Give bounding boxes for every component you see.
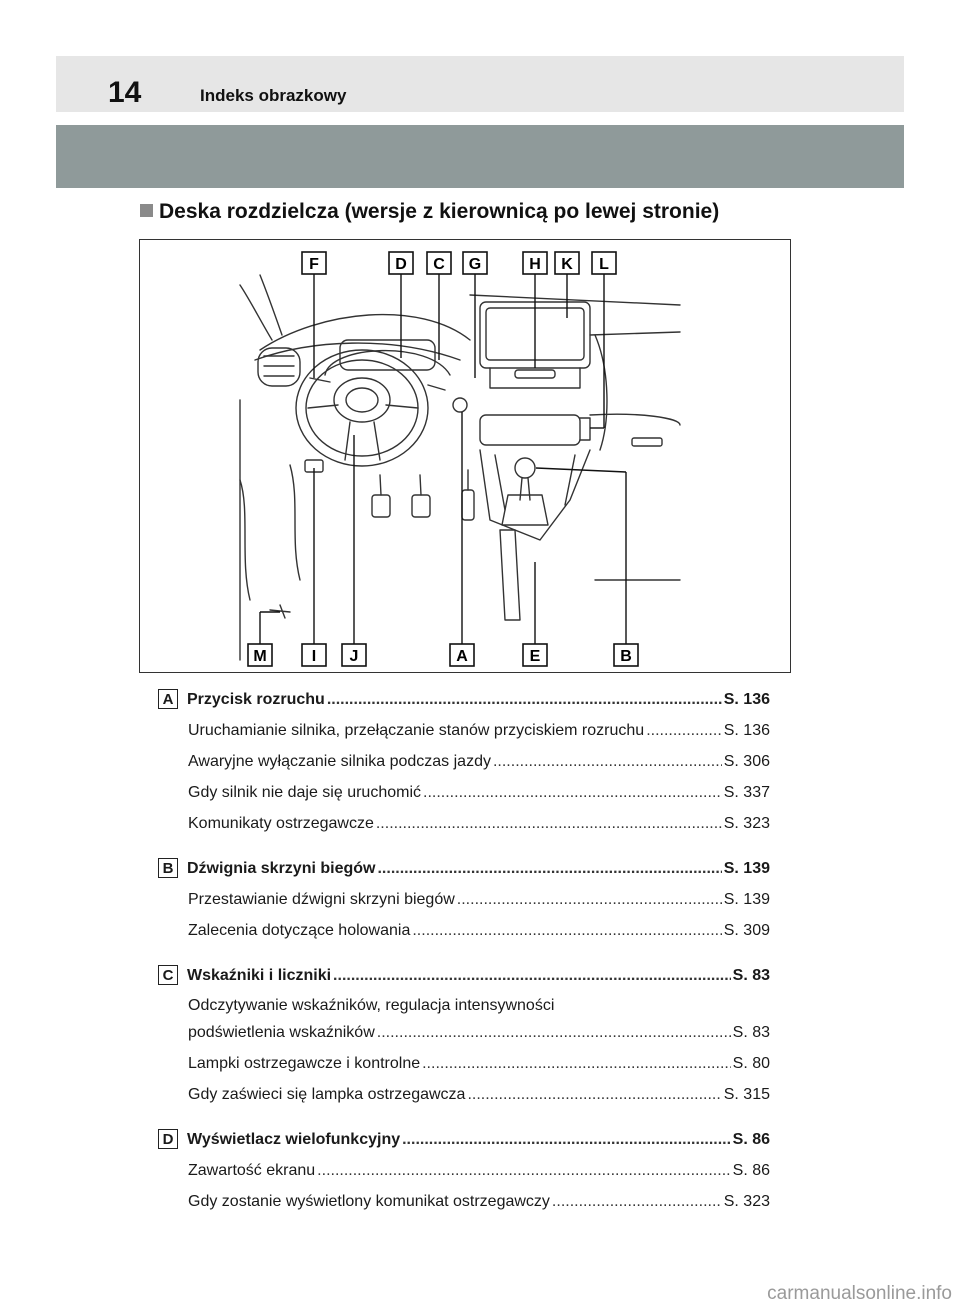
index-entry-b — [158, 853, 770, 946]
index-item[interactable] — [158, 884, 770, 915]
square-bullet-icon — [140, 204, 153, 217]
top-callouts — [302, 252, 616, 274]
heading-label: Wyświetlacz wielofunkcyjny — [187, 1131, 401, 1148]
page-number: 14 — [108, 76, 142, 109]
dot-leader — [467, 1079, 721, 1110]
index-item[interactable] — [158, 715, 770, 746]
item-label: Awaryjne wyłączanie silnika podczas jazdy — [188, 753, 491, 770]
page-ref: S. 83 — [732, 967, 770, 984]
callout-j: J — [349, 648, 359, 665]
index-item[interactable] — [158, 1048, 770, 1079]
dot-leader — [317, 1155, 730, 1186]
dot-leader — [412, 915, 721, 946]
index-heading[interactable] — [158, 960, 770, 991]
page-ref: S. 136 — [723, 691, 770, 708]
index-item[interactable] — [158, 1079, 770, 1110]
page-ref: S. 139 — [723, 891, 770, 908]
index-item-multiline[interactable] — [158, 995, 770, 1017]
section-title-text: Deska rozdzielcza (wersje z kierownicą po lewej stronie) — [159, 200, 720, 223]
dot-leader — [646, 715, 722, 746]
page-ref: S. 136 — [723, 722, 770, 739]
index-item[interactable] — [158, 1017, 770, 1048]
watermark: carmanualsonline.info — [767, 1283, 952, 1304]
index-entry-d — [158, 1124, 770, 1217]
index-entry-a — [158, 684, 770, 839]
dot-leader — [552, 1186, 722, 1217]
callout-m: M — [253, 648, 267, 665]
letter-badge: D — [158, 1129, 178, 1149]
index-item[interactable] — [158, 915, 770, 946]
item-label: Zawartość ekranu — [188, 1162, 316, 1179]
page-ref: S. 139 — [723, 860, 770, 877]
item-label: Uruchamianie silnika, przełączanie stanów przyciskiem rozruchu — [188, 722, 645, 739]
bottom-callouts — [248, 644, 638, 666]
item-label: Gdy zaświeci się lampka ostrzegawcza — [188, 1086, 466, 1103]
callout-b: B — [620, 648, 632, 665]
header-bar — [56, 56, 904, 112]
dashboard-drawing — [140, 240, 789, 671]
index-list — [158, 684, 770, 1231]
callout-h: H — [529, 256, 541, 273]
page-ref: S. 323 — [723, 1193, 770, 1210]
dot-leader — [333, 960, 731, 991]
item-label: Gdy zostanie wyświetlony komunikat ostrzegawczy — [188, 1193, 550, 1210]
header-title: Indeks obrazkowy — [200, 86, 347, 105]
page-ref: S. 309 — [723, 922, 770, 939]
page-ref: S. 86 — [732, 1162, 770, 1179]
page-ref: S. 337 — [723, 784, 770, 801]
dot-leader — [377, 1017, 731, 1048]
heading-label: Dźwignia skrzyni biegów — [187, 860, 376, 877]
callout-a: A — [456, 648, 468, 665]
section-title — [140, 200, 719, 224]
dot-leader — [376, 808, 722, 839]
letter-badge: A — [158, 689, 178, 709]
index-item[interactable] — [158, 1155, 770, 1186]
index-heading[interactable] — [158, 1124, 770, 1155]
dot-leader — [493, 746, 722, 777]
page-ref: S. 323 — [723, 815, 770, 832]
callout-c: C — [433, 256, 445, 273]
item-label: Komunikaty ostrzegawcze — [188, 815, 374, 832]
callout-i: I — [311, 648, 317, 665]
heading-label: Przycisk rozruchu — [187, 691, 325, 708]
dot-leader — [327, 684, 722, 715]
letter-badge: B — [158, 858, 178, 878]
callout-k: K — [561, 256, 573, 273]
item-label: Przestawianie dźwigni skrzyni biegów — [188, 891, 455, 908]
callout-d: D — [395, 256, 407, 273]
dot-leader — [377, 853, 721, 884]
index-item[interactable] — [158, 746, 770, 777]
page-ref: S. 83 — [732, 1024, 770, 1041]
item-label: Lampki ostrzegawcze i kontrolne — [188, 1055, 421, 1072]
dot-leader — [457, 884, 722, 915]
page-ref: S. 86 — [732, 1131, 770, 1148]
index-heading[interactable] — [158, 684, 770, 715]
heading-label: Wskaźniki i liczniki — [187, 967, 332, 984]
letter-badge: C — [158, 965, 178, 985]
item-label: Zalecenia dotyczące holowania — [188, 922, 411, 939]
item-label-line1: Odczytywanie wskaźników, regulacja intensywności — [188, 997, 555, 1014]
index-item[interactable] — [158, 1186, 770, 1217]
index-entry-c — [158, 960, 770, 1110]
callout-g: G — [468, 256, 482, 273]
callout-l: L — [599, 256, 609, 273]
index-item[interactable] — [158, 777, 770, 808]
item-label: Gdy silnik nie daje się uruchomić — [188, 784, 421, 801]
page-ref: S. 306 — [723, 753, 770, 770]
dot-leader — [422, 1048, 731, 1079]
index-item[interactable] — [158, 808, 770, 839]
index-heading[interactable] — [158, 853, 770, 884]
dot-leader — [423, 777, 722, 808]
dashboard-illustration — [139, 239, 791, 673]
item-label: podświetlenia wskaźników — [188, 1024, 375, 1041]
section-band — [56, 125, 904, 188]
dot-leader — [402, 1124, 731, 1155]
callout-f: F — [309, 256, 319, 273]
page-ref: S. 80 — [732, 1055, 770, 1072]
page-ref: S. 315 — [723, 1086, 770, 1103]
callout-e: E — [529, 648, 541, 665]
